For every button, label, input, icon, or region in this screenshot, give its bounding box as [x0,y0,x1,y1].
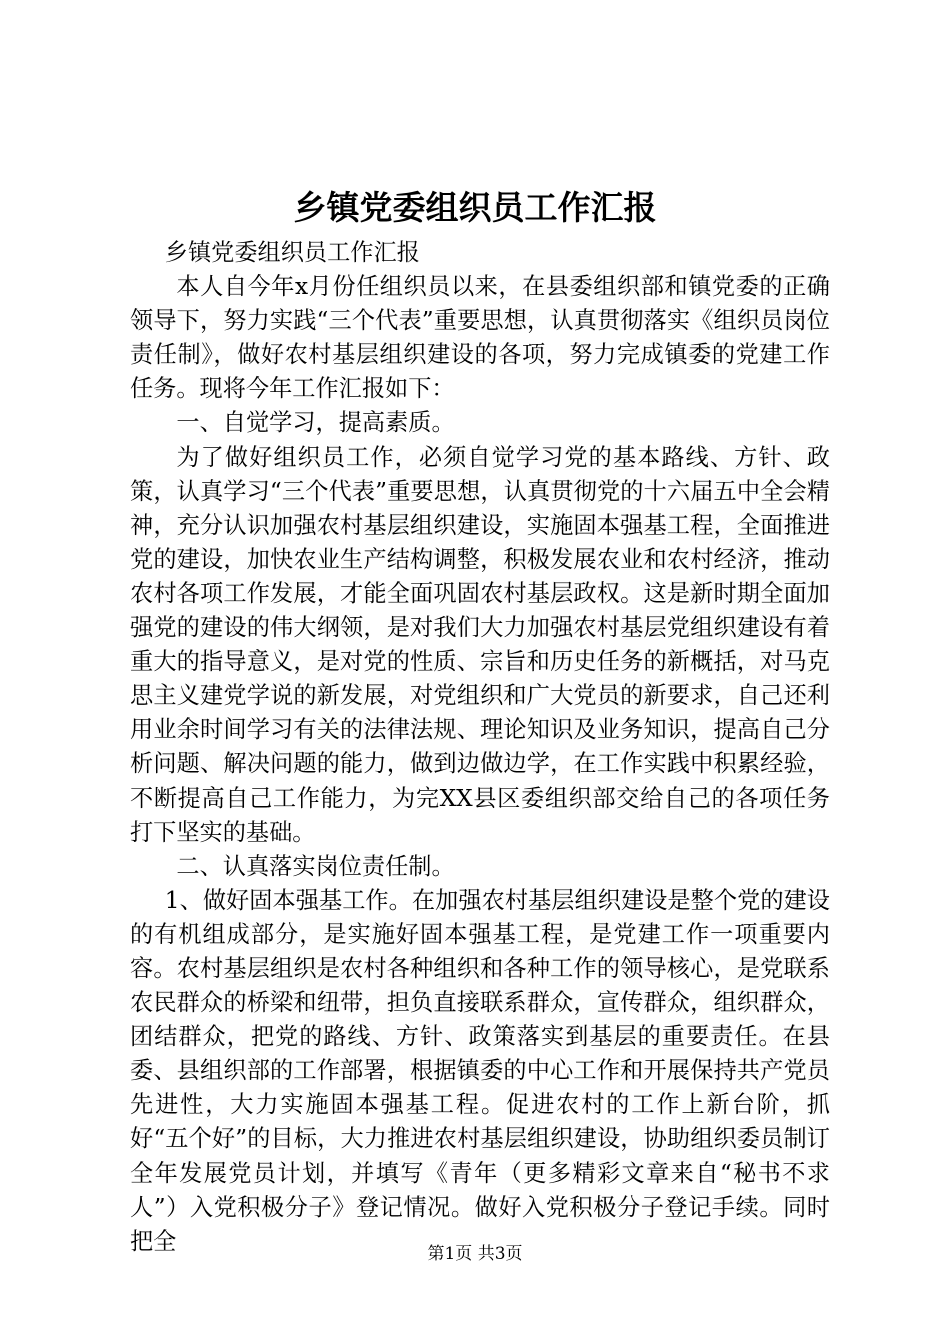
paragraph-study: 为了做好组织员工作，必须自觉学习党的基本路线、方针、政策，认真学习“三个代表”重要思想，认真贯彻党的十六届五中全会精神，充分认识加强农村基层组织建设，实施固本强基工程，全面推进党的建设，加快农业生产结构调整，积极发展农业和农村经济，推动农村各项工作发展，才能全面巩固农村基层政权。这是新时期全面加强党的建设的伟大纲领，是对我们大力加强农村基层党组织建设有着重大的指导意义，是对党的性质、宗旨和历史任务的新概括，对马克思主义建党学说的新发展，对党组织和广大党员的新要求，自己还利用业余时间学习有关的法律法规、理论知识及业务知识，提高自己分析问题、解决问题的能力，做到边做边学，在工作实践中积累经验，不断提高自己工作能力，为完XX县区委组织部交给自己的各项任务打下坚实的基础。 [130,443,830,846]
section-heading-1: 一、自觉学习，提高素质。 [176,409,455,437]
paragraph-intro: 本人自今年x月份任组织员以来，在县委组织部和镇党委的正确领导下，努力实践“三个代表”重要思想，认真贯彻落实《组织员岗位责任制》，做好农村基层组织建设的各项，努力完成镇委的党建工作任务。现将今年工作汇报如下： [130,273,830,403]
section-heading-2: 二、认真落实岗位责任制。 [176,852,455,880]
paragraph-subtitle: 乡镇党委组织员工作汇报 [164,239,420,266]
paragraph-responsibility: 1、做好固本强基工作。在加强农村基层组织建设是整个党的建设的有机组成部分，是实施好固本强基工程，是党建工作一项重要内容。农村基层组织是农村各种组织和各种工作的领导核心，是党联系农民群众的桥梁和纽带，担负直接联系群众，宣传群众，组织群众，团结群众，把党的路线、方针、政策落实到基层的重要责任。在县委、县组织部的工作部署，根据镇委的中心工作和开展保持共产党员先进性，大力实施固本强基工程。促进农村的工作上新台阶，抓好“五个好”的目标，大力推进农村基层组织建设，协助组织委员制订全年发展党员计划，并填写《青年（更多精彩文章来自“秘书不求人”）入党积极分子》登记情况。做好入党积极分子登记手续。同时把全 [130,886,830,1255]
page-number-footer: 第1页 共3页 [427,1244,523,1264]
document-title: 乡镇党委组织员工作汇报 [293,188,657,227]
document-body [130,236,830,1259]
